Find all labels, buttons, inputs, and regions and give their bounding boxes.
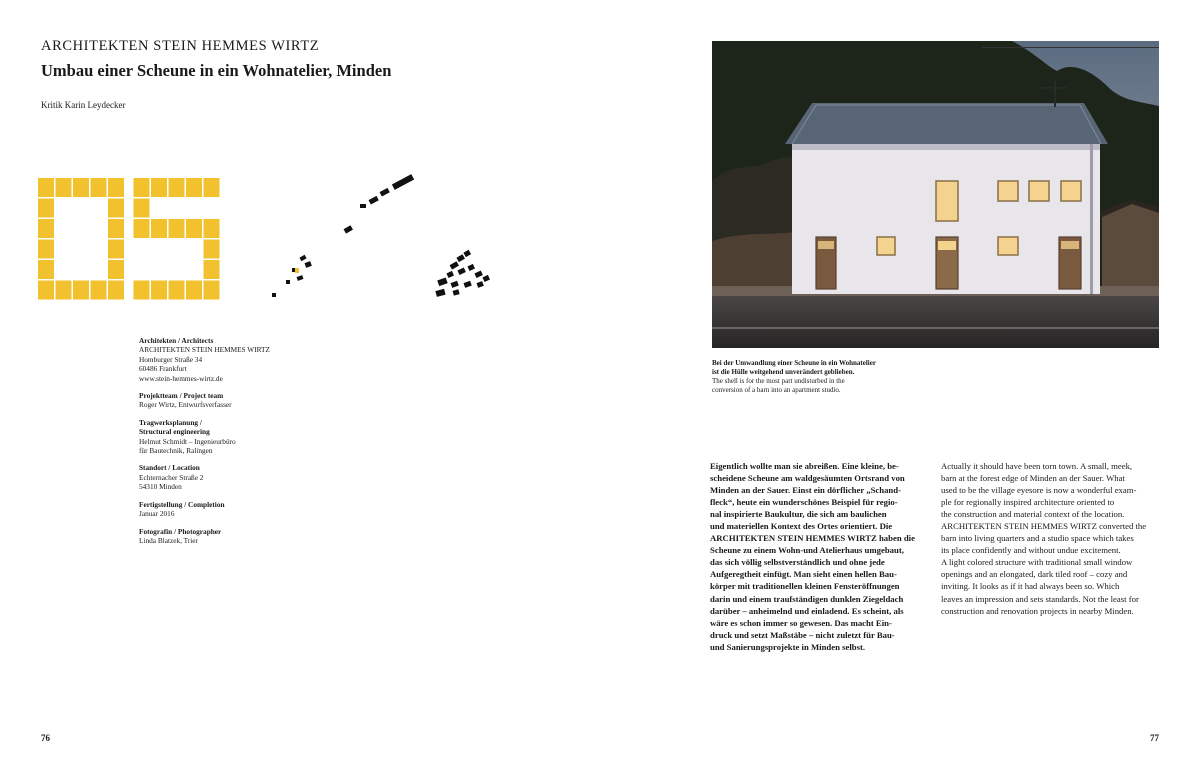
number-tile [151, 178, 167, 197]
text-line: Minden an der Sauer. Einst ein dörflicher „Schand- [710, 485, 901, 496]
number-tile [56, 281, 72, 300]
text-line: its place confidently and without undue excitement. [941, 545, 1121, 556]
text-line: used to be the village eyesore is now a wonderful exam- [941, 485, 1137, 496]
info-structural-engineering [139, 418, 339, 456]
page-number-left: 76 [41, 733, 50, 743]
critic-byline: Kritik Karin Leydecker [41, 100, 126, 110]
info-line: Linda Blatzek, Trier [139, 535, 198, 545]
text-line: nal inspirierte Baukultur, die sich am baulichen [710, 509, 887, 520]
number-tile [108, 219, 124, 238]
text-line: druck und setzt Maßstäbe – nicht zuletzt für Bau- [710, 629, 895, 640]
info-website: www.stein-hemmes-wirtz.de [139, 373, 223, 383]
text-line: openings and an elongated, dark tiled roof – cozy and [941, 569, 1128, 580]
info-label: Tragwerksplanung / [139, 417, 202, 427]
number-tile [134, 281, 150, 300]
text-line: construction and renovation projects in nearby Minden. [941, 605, 1134, 616]
info-label: Standort / Location [139, 463, 200, 473]
number-tile [38, 240, 54, 259]
text-line: Eigentlich wollte man sie abreißen. Eine kleine, be- [710, 461, 899, 471]
number-tile [186, 219, 202, 238]
number-tile [108, 260, 124, 279]
number-tile [204, 260, 220, 279]
info-line: 60486 Frankfurt [139, 364, 187, 374]
text-line: A light colored structure with traditional small window [941, 557, 1133, 568]
site-plan-graphic [268, 172, 498, 307]
text-line: körper mit traditionellen kleinen Fensteröffnungen [710, 581, 900, 592]
text-line: ARCHITEKTEN STEIN HEMMES WIRTZ converted the [941, 521, 1147, 532]
project-info [139, 336, 339, 553]
text-line: wäre es schon immer so gewesen. Das macht Ein- [710, 617, 892, 628]
info-project-team [139, 391, 339, 410]
info-line: Helmut Schmidt – Ingenieurbüro [139, 436, 236, 446]
number-tile [204, 219, 220, 238]
text-line: Aufgeregtheit einfügt. Man sieht einen hellen Bau- [710, 569, 897, 580]
text-line: und materiellen Kontext des Ortes orientiert. Die [710, 521, 893, 532]
info-line: Roger Wirtz, Entwurfsverfasser [139, 400, 232, 410]
number-tile [91, 178, 107, 197]
building-photo [712, 41, 1159, 348]
text-line: darin und einem traufständigen dunklen Ziegeldach [710, 593, 904, 604]
text-line: Actually it should have been torn town. A small, meek, [941, 461, 1133, 471]
number-tile [204, 281, 220, 300]
info-completion [139, 500, 339, 519]
project-number-graphic [38, 178, 220, 302]
number-tile [186, 281, 202, 300]
architect-firm-heading: ARCHITEKTEN STEIN HEMMES WIRTZ [41, 38, 320, 54]
text-line: leaves an impression and sets standards. Not the least for [941, 593, 1139, 604]
number-tile [56, 178, 72, 197]
text-line: barn into living quarters and a studio space which takes [941, 533, 1134, 544]
text-line: barn at the forest edge of Minden an der Sauer. What [941, 473, 1125, 484]
info-label: Fotografin / Photographer [139, 526, 222, 536]
number-tile [38, 281, 54, 300]
caption-english-line: The shell is for the most part undisturbed in the [712, 376, 845, 385]
info-photographer [139, 527, 339, 546]
number-tile [38, 260, 54, 279]
text-line: und Sanierungsprojekte in Minden selbst. [710, 641, 866, 652]
project-title: Umbau einer Scheune in ein Wohnatelier, Minden [41, 61, 392, 80]
caption-german-line: Bei der Umwandlung einer Scheune in ein Wohnatelier [712, 359, 876, 367]
number-tile [134, 219, 150, 238]
caption-english-line: conversion of a barn into an apartment studio. [712, 385, 841, 394]
info-label: Projektteam / Project team [139, 391, 224, 401]
number-tile [169, 178, 185, 197]
number-tile [73, 178, 89, 197]
text-line: inviting. It looks as if it had always been so. Which [941, 581, 1120, 592]
photo-caption [712, 359, 912, 395]
info-line: 54310 Minden [139, 482, 182, 492]
project-site-marker [295, 268, 299, 273]
text-line: Scheune zu einem Wohn-und Atelierhaus umgebaut, [710, 545, 904, 556]
right-page [600, 0, 1200, 763]
page-number-right: 77 [1150, 733, 1159, 743]
text-line: scheidene Scheune am waldgesäumten Ortsrand von [710, 473, 905, 484]
text-line: ple for regionally inspired architecture oriented to [941, 497, 1115, 508]
text-line: ARCHITEKTEN STEIN HEMMES WIRTZ haben die [710, 533, 915, 544]
info-line: ARCHITEKTEN STEIN HEMMES WIRTZ [139, 345, 270, 355]
number-tile [169, 281, 185, 300]
caption-german-line: ist die Hülle weitgehend unverändert geblieben. [712, 367, 855, 376]
number-tile [108, 199, 124, 218]
info-line: Echternacher Straße 2 [139, 472, 204, 482]
number-tile [108, 178, 124, 197]
number-tile [73, 281, 89, 300]
number-tile [38, 199, 54, 218]
info-line: Januar 2016 [139, 509, 175, 519]
number-tile [151, 281, 167, 300]
number-tile [108, 240, 124, 259]
number-tile [38, 178, 54, 197]
text-line: darüber – anheimelnd und einladend. Es scheint, als [710, 605, 904, 616]
text-line: the construction and material context of the location. [941, 509, 1125, 520]
info-label: Fertigstellung / Completion [139, 499, 225, 509]
body-text-english [941, 460, 1153, 617]
number-tile [204, 178, 220, 197]
info-location [139, 463, 339, 491]
number-tile [151, 219, 167, 238]
text-line: fleck“, heute ein wunderschönes Beispiel für regio- [710, 497, 898, 508]
info-label: Structural engineering [139, 427, 210, 437]
number-tile [169, 219, 185, 238]
info-architects [139, 336, 339, 383]
number-tile [134, 178, 150, 197]
number-tile [91, 281, 107, 300]
body-text-german [710, 460, 922, 653]
info-line: Homburger Straße 34 [139, 354, 203, 364]
number-tile [204, 240, 220, 259]
info-line: für Bautechnik, Ralingen [139, 446, 213, 456]
number-tile [134, 199, 150, 218]
info-label: Architekten / Architects [139, 336, 214, 345]
text-line: das sich völlig selbstverständlich und ohne jede [710, 557, 885, 568]
number-tile [186, 178, 202, 197]
number-tile [38, 219, 54, 238]
number-tile [108, 281, 124, 300]
